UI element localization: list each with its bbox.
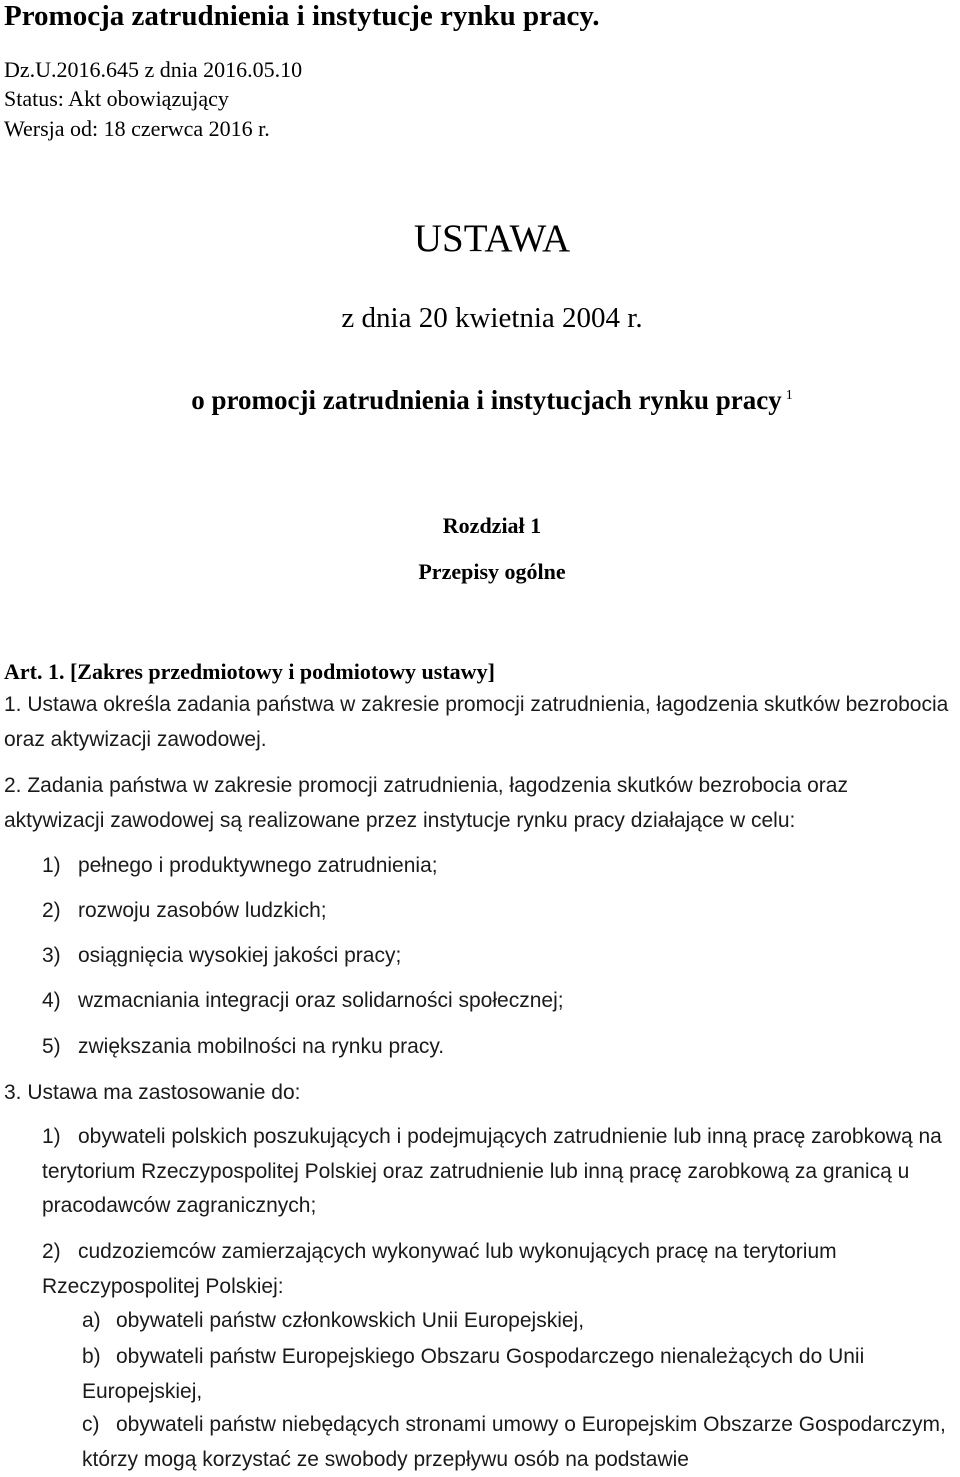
sub-list-item-letter: c) bbox=[82, 1413, 100, 1436]
footnote-mark[interactable]: 1 bbox=[785, 388, 793, 403]
list-item-number: 4) bbox=[42, 989, 61, 1012]
list-item-number: 2) bbox=[42, 899, 61, 922]
journal-reference: Dz.U.2016.645 z dnia 2016.05.10 bbox=[4, 57, 303, 82]
list-item bbox=[42, 1235, 954, 1304]
legal-status: Status: Akt obowiązujący bbox=[4, 86, 229, 111]
sub-list-item-text: obywateli państw niebędących stronami umowy o Europejskim Obszarze Gospodarczym, którzy mogą korzystać ze swobody przepływu osób na podstawie bbox=[82, 1413, 946, 1471]
list-item-text: pełnego i produktywnego zatrudnienia; bbox=[78, 854, 438, 877]
list-item-text: cudzoziemców zamierzających wykonywać lub wykonujących pracę na terytorium Rzeczypospolitej Polskiej: bbox=[42, 1240, 837, 1298]
list-item bbox=[42, 849, 954, 884]
paragraph-1: 1. Ustawa określa zadania państwa w zakresie promocji zatrudnienia, łagodzenia skutków bezrobocia oraz aktywizacji zawodowej. bbox=[4, 693, 949, 751]
list-item-number: 2) bbox=[42, 1240, 61, 1263]
list-item-number: 1) bbox=[42, 1125, 61, 1148]
article-heading: Art. 1. [Zakres przedmiotowy i podmiotowy ustawy] bbox=[4, 659, 495, 684]
list-item-number: 3) bbox=[42, 944, 61, 967]
chapter-title: Przepisy ogólne bbox=[418, 559, 566, 584]
paragraph-2: 2. Zadania państwa w zakresie promocji zatrudnienia, łagodzenia skutków bezrobocia oraz aktywizacji zawodowej są realizowane przez instytucje rynku pracy działające w celu: bbox=[4, 774, 848, 832]
list-item-text: obywateli polskich poszukujących i podejmujących zatrudnienie lub inną pracę zarobkową na terytorium Rzeczypospolitej Polskiej oraz zatrudnienie lub inną pracę zarobkową za granicą u pracodawców zagranicznych; bbox=[42, 1125, 942, 1217]
list-item-number: 1) bbox=[42, 854, 61, 877]
sub-list-item-text: obywateli państw członkowskich Unii Europejskiej, bbox=[116, 1309, 585, 1332]
list-item bbox=[42, 984, 954, 1019]
list-item-text: rozwoju zasobów ludzkich; bbox=[78, 899, 327, 922]
act-type: USTAWA bbox=[413, 217, 571, 260]
list-item-text: zwiększania mobilności na rynku pracy. bbox=[78, 1035, 445, 1058]
sub-list-item bbox=[82, 1304, 954, 1339]
chapter-label: Rozdział 1 bbox=[442, 513, 542, 538]
list-item bbox=[42, 894, 954, 929]
sub-list-item-letter: a) bbox=[82, 1309, 101, 1332]
version-date: Wersja od: 18 czerwca 2016 r. bbox=[4, 116, 270, 141]
act-subject bbox=[0, 376, 960, 420]
sub-list-item-text: obywateli państw Europejskiego Obszaru Gospodarczego nienależących do Unii Europejskiej, bbox=[82, 1345, 865, 1403]
act-subject-text: o promocji zatrudnienia i instytucjach rynku pracy bbox=[191, 385, 782, 415]
sub-list-item bbox=[82, 1408, 954, 1477]
list-item-text: wzmacniania integracji oraz solidarności społecznej; bbox=[78, 989, 564, 1012]
list-item bbox=[42, 1120, 942, 1224]
sub-list-item bbox=[82, 1340, 954, 1409]
act-date: z dnia 20 kwietnia 2004 r. bbox=[341, 302, 643, 334]
list-item-text: osiągnięcia wysokiej jakości pracy; bbox=[78, 944, 402, 967]
list-item bbox=[42, 1030, 954, 1065]
list-item bbox=[42, 939, 954, 974]
list-item-number: 5) bbox=[42, 1035, 61, 1058]
paragraph-3: 3. Ustawa ma zastosowanie do: bbox=[4, 1081, 301, 1104]
sub-list-item-letter: b) bbox=[82, 1345, 101, 1368]
document-title: Promocja zatrudnienia i instytucje rynku pracy. bbox=[4, 0, 600, 32]
